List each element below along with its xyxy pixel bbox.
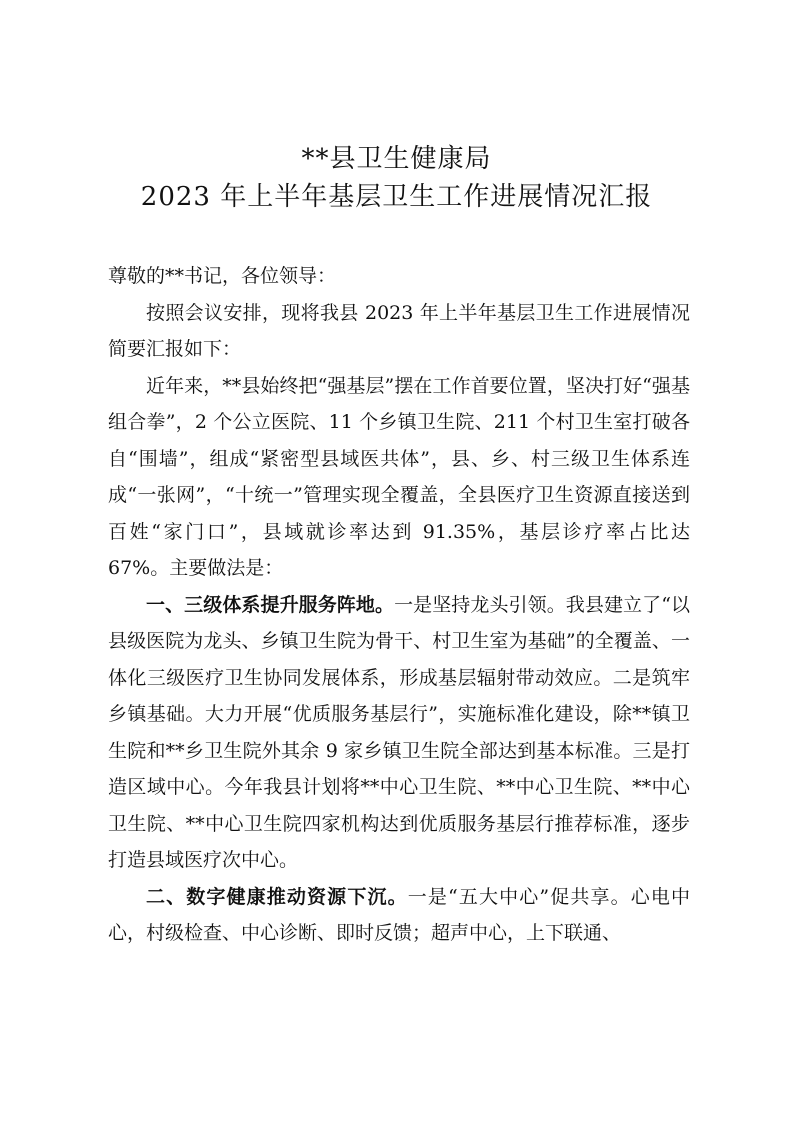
section-1-text: 一是坚持龙头引领。我县建立了“以县级医院为龙头、乡镇卫生院为骨干、村卫生室为基础”的全覆盖、一体化三级医疗卫生协同发展体系，形成基层辐射带动效应。二是筑牢乡镇基础。大力开展“优质服务基层行”，实施标准化建设，除**镇卫生院和**乡卫生院外其余 9 家乡镇卫生院全部达到基本标准。三是打造区域中心。今年我县计划将**中心卫生院、**中心卫生院、**中心卫生院、**中心卫生院四家机构达到优质服务基层行推荐标准，逐步打造县域医疗次中心。 xyxy=(108,593,690,871)
section-2-heading: 二、数字健康推动资源下沉。 xyxy=(146,885,408,908)
document-title xyxy=(0,140,793,216)
section-1-heading: 一、三级体系提升服务阵地。 xyxy=(146,593,395,616)
section-1-paragraph xyxy=(108,587,690,879)
title-line-1: **县卫生健康局 xyxy=(301,144,492,174)
section-2-text: 一是“五大中心”促共享。心电中心，村级检查、中心诊断、即时反馈；超声中心，上下联通、 xyxy=(108,885,690,944)
overview-paragraph: 近年来，**县始终把“强基层”摆在工作首要位置，坚决打好“强基组合拳”，2 个公立医院、11 个乡镇卫生院、211 个村卫生室打破各自“围墙”，组成“紧密型县域医共体”，县、乡、村三级卫生体系连成“一张网”，“十统一”管理实现全覆盖，全县医疗卫生资源直接送到百姓“家门口”，县域就诊率达到 91.35%，基层诊疗率占比达 67%。主要做法是： xyxy=(108,374,690,579)
section-2-paragraph xyxy=(108,879,690,952)
intro-paragraph: 按照会议安排，现将我县 2023 年上半年基层卫生工作进展情况简要汇报如下： xyxy=(108,301,690,360)
salutation: 尊敬的**书记，各位领导： xyxy=(108,265,337,287)
title-line-2: 2023 年上半年基层卫生工作进展情况汇报 xyxy=(140,182,653,212)
document-body xyxy=(108,258,690,952)
